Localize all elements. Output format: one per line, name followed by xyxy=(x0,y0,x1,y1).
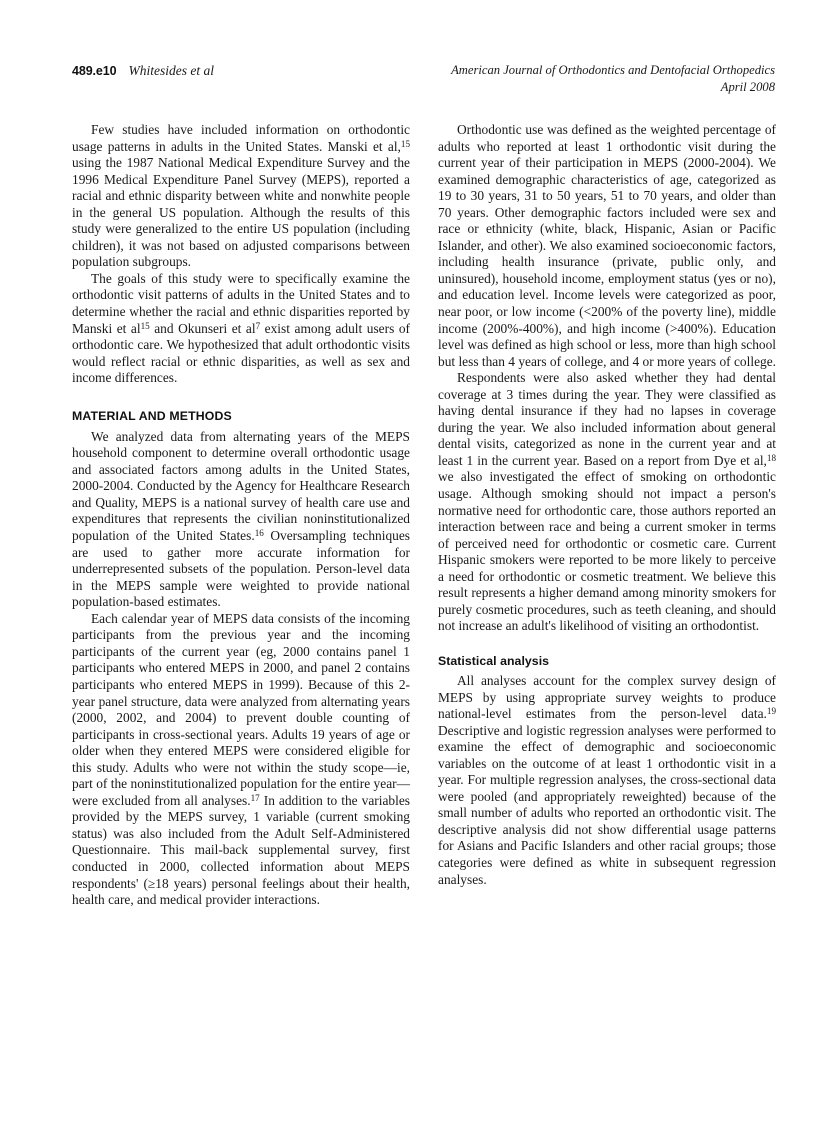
section-heading-material-and-methods: MATERIAL AND METHODS xyxy=(72,408,232,423)
paragraph: Respondents were also asked whether they had dental coverage at 3 times during the year. They were classified as having dental insurance if they had no lapses in coverage during the year. We also included information about general dental visits, categorized as none in the current year and at least 1 in the current year. Based on a report from Dye et al,$^{18}$ we also investigated the effect of smoking on orthodontic usage. Although smoking should not impact a person's normative need for orthodontic care, those authors reported an interaction between race and being a current smoker in terms of perceived need for orthodontic or cosmetic care. Current Hispanic smokers were reported to be more likely to perceive a need for orthodontic or cosmetic treatment. We believe this result represents a higher demand among minority smokers for purely cosmetic procedures, such as teeth cleaning, and should not increase an adult's likelihood of visiting an orthodontist. xyxy=(438,370,776,634)
journal-title: American Journal of Orthodontics and Dentofacial Orthopedics xyxy=(451,63,775,77)
issue-date: April 2008 xyxy=(720,79,775,94)
paragraph: The goals of this study were to specifically examine the orthodontic visit patterns of adults in the United States and to determine whether the racial and ethnic disparities reported by Manski et $al^{15}$ and Okunseri et $al^7$ exist among adult users of orthodontic care. We hypothesized that adult orthodontic visits would reflect racial or ethnic disparities, as well as sex and income differences. xyxy=(72,270,410,386)
subsection-heading-statistical-analysis: Statistical analysis xyxy=(438,653,550,668)
running-head-right xyxy=(451,62,775,95)
two-column-body xyxy=(72,122,776,1072)
page-folio: 489.e10 xyxy=(72,64,117,78)
paragraph: All analyses account for the complex survey design of MEPS by using appropriate survey weights to produce national-level estimates from the person-level data.$^{19}$ Descriptive and logistic regression analyses were performed to examine the effect of demographic and socioeconomic variables on the outcome of at least 1 orthodontic visit in a year. For multiple regression analyses, the cross-sectional data were pooled (and appropriately reweighted) because of the small number of adults who reported an orthodontic visit. The descriptive analysis did not show differential usage patterns for Asians and Pacific Islanders and other racial groups; those categories were defined as white in subsequent regression analyses. xyxy=(438,672,776,887)
paragraph: Orthodontic use was defined as the weighted percentage of adults who reported at least 1 orthodontic visit during the current year of their participation in MEPS (2000-2004). We examined demographic characteristics of age, categorized as 19 to 30 years, 31 to 50 years, 51 to 70 years, and older than 70 years. Other demographic factors included were sex and race or ethnicity (white, black, Hispanic, Asian or Pacific Islander, and other). We also examined socioeconomic factors, including health insurance (private, public only, and uninsured), household income, employment status (yes or no), and education level. Income levels were categorized as poor, near poor, or low income (<200% of the poverty line), middle income (200%-400%), and high income (>400%). Education level was defined as high school or less, more than high school but less than 4 years of college, and 4 or more years of college. xyxy=(438,122,776,369)
running-head xyxy=(72,62,775,102)
right-column xyxy=(438,122,776,888)
paragraph: We analyzed data from alternating years of the MEPS household component to determine overall orthodontic usage and associated factors among adults in the United States, 2000-2004. Conducted by the Agency for Healthcare Research and Quality, MEPS is a national survey of health care use and expenditures that represents the civilian noninstitutionalized population of the United States.$^{16}$ Oversampling techniques are used to gather more accurate information for underrepresented subsets of the population. Person-level data in the MEPS sample were weighted to provide national population-based estimates. xyxy=(72,428,411,610)
paragraph: Each calendar year of MEPS data consists of the incoming participants from the previous year and the incoming participants of the current year (eg, 2000 contains panel 1 participants who entered MEPS in 2000, and panel 2 contains participants who entered MEPS in 1999). Because of this 2-year panel structure, data were analyzed from alternating years (2000, 2002, and 2004) to prevent double counting of participants in cross-sectional years. Adults 19 years of age or older when they entered MEPS were considered eligible for this study. Adults who were not within the study scope—ie, part of the noninstitutionalized population for the entire year—were excluded from all analyses.$^{17}$ In addition to the variables provided by the MEPS survey, 1 variable (current smoking status) was also included from the Adult Self-Administered Questionnaire. This mail-back supplemental survey, first conducted in 2000, collected information about MEPS respondents' (≥18 years) personal feelings about their health, health care, and medical provider interactions. xyxy=(72,610,410,908)
paragraph: Few studies have included information on orthodontic usage patterns in adults in the United States. Manski et al,$^{15}$ using the 1987 National Medical Expenditure Survey and the 1996 Medical Expenditure Panel Survey (MEPS), reported a racial and ethnic disparity between white and nonwhite people in the general US population. Although the results of this study were generalized to the entire US population (including children), it was not based on adjusted comparisons between population subgroups. xyxy=(72,122,410,270)
running-head-left xyxy=(72,62,214,80)
left-column xyxy=(72,122,410,909)
running-head-authors: Whitesides et al xyxy=(128,63,214,78)
